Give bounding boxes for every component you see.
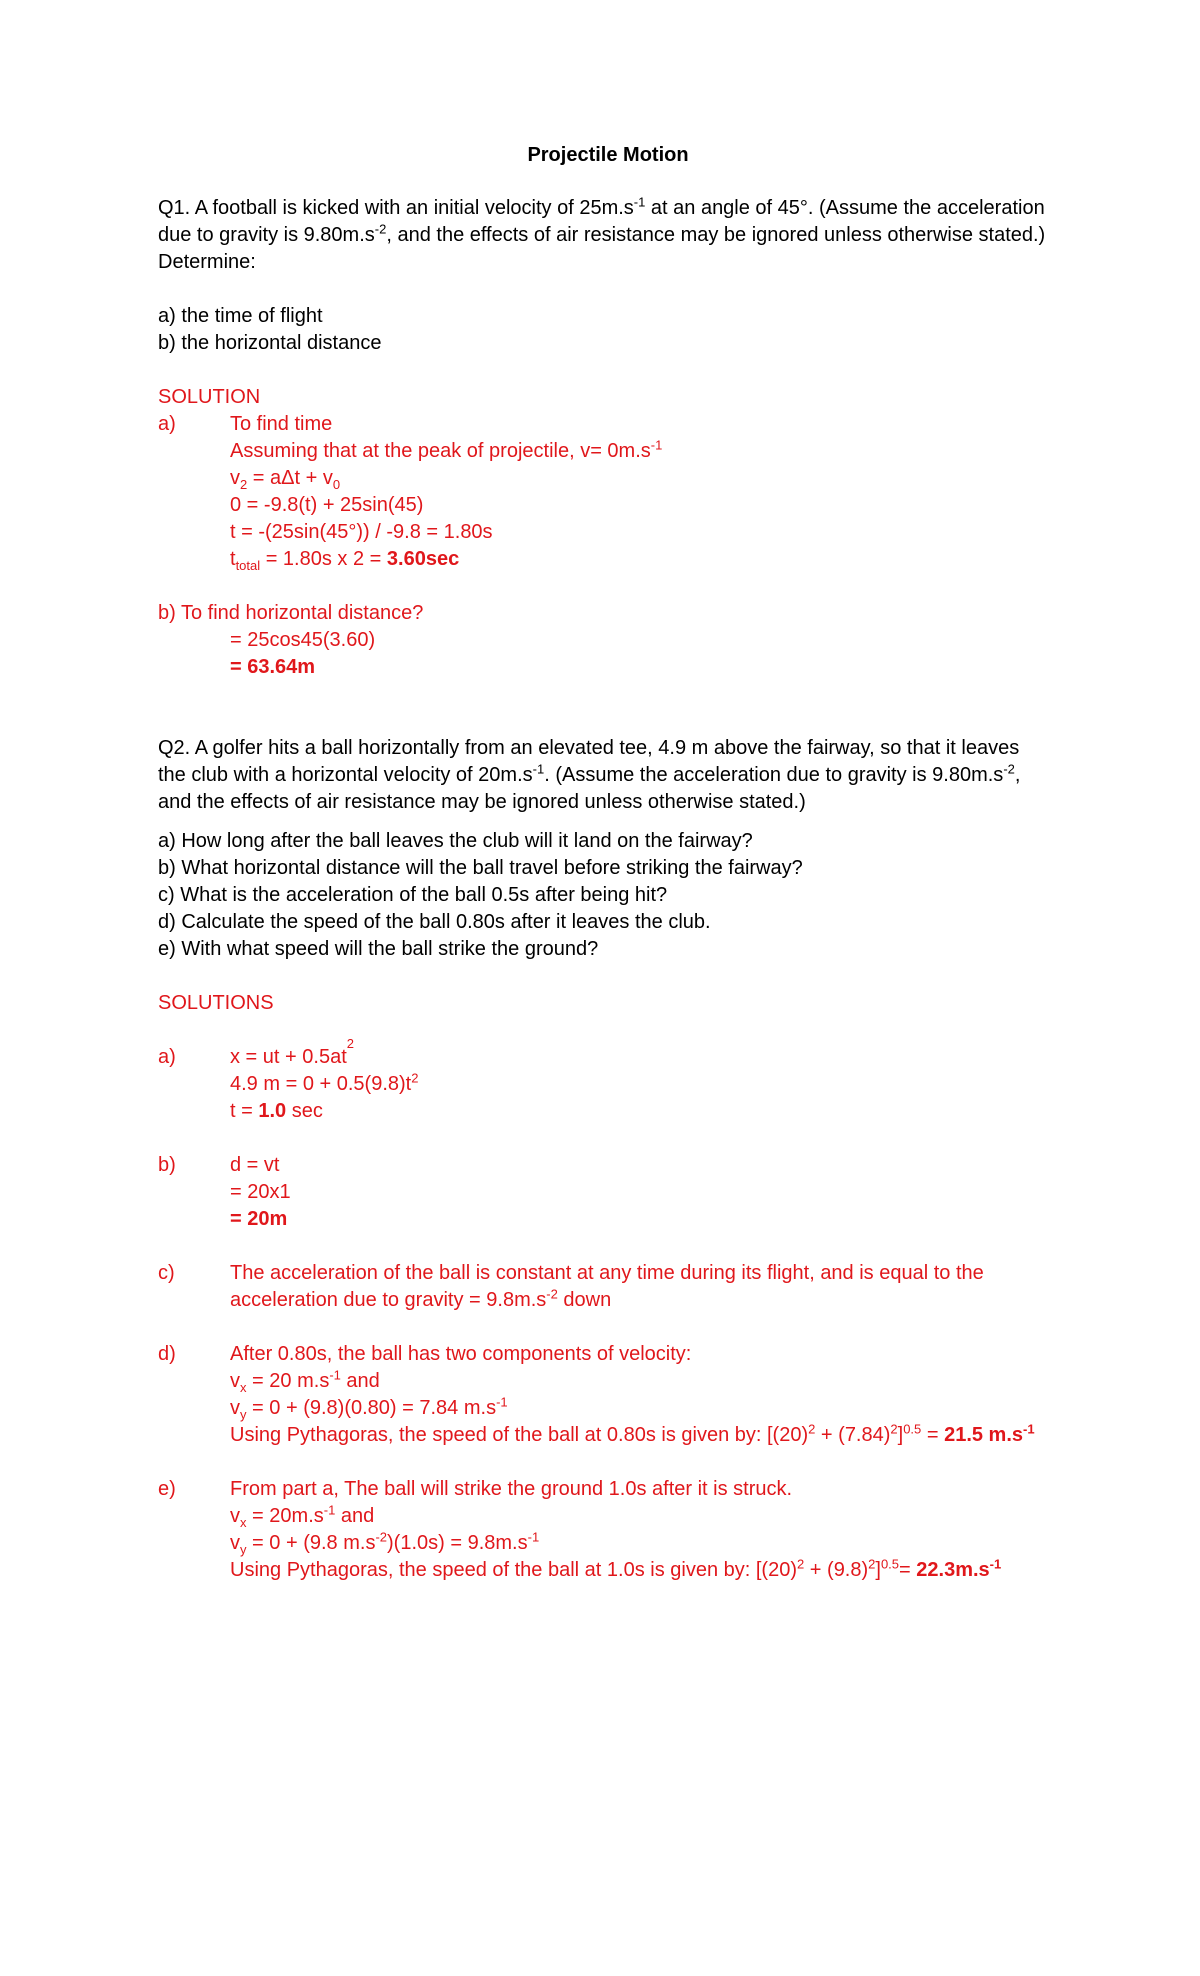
q2-part-c: c) What is the acceleration of the ball 0.5s after being hit? [158,884,668,906]
q1-line-1: Q1. A football is kicked with an initial velocity of $25m.s^{-1}$ at an angle of 45°. (Assume the acceleration [158,194,1045,219]
sol1-a-line-2: Assuming that at the peak of projectile, $v= 0m.s^{-1}$ [230,437,663,462]
q2-line-1: Q2. A golfer hits a ball horizontally from an elevated tee, 4.9 m above the fairway, so that it leaves [158,737,1020,759]
sol2-d-line-4: Using Pythagoras, the speed of the ball at 0.80s is given by: $[(20)^2 + (7.84)^2]^{0.5} = 21.5$ $m.s^{-1}$ [230,1421,1035,1446]
sol1-a-label: a) [158,413,176,435]
q1-part-a: a) the time of flight [158,305,323,327]
sol1-a-answer: 3.60sec [386,548,460,570]
document-body [158,142,1058,1584]
solution-heading: SOLUTION [158,386,261,408]
sol1-a-row: a) To find time [158,411,1058,438]
q2-part-a: a) How long after the ball leaves the club will it land on the fairway? [158,830,753,852]
sol2-e-row: e) From part a, The ball will strike the ground 1.0s after it is struck. [158,1478,793,1500]
page-title: Projectile Motion [527,144,689,166]
q2-part-d: d) Calculate the speed of the ball 0.80s after it leaves the club. [158,911,711,933]
sol1-a-line-6: $t_{total} = 1.80s$ x 2 = 3.60sec [230,548,460,573]
q1-part-b: b) the horizontal distance [158,332,382,354]
q2-line-2: the club with a horizontal velocity of $20m.s^{-1}$. (Assume the acceleration due to gravity is $9.80m.s^{-2}$, [158,761,1021,786]
sol2-b-line-2: = 20x1 [230,1181,291,1203]
sol2-b-row: b) d = vt [158,1154,280,1176]
sol1-b-answer: = 63.64m [230,656,316,678]
sol2-e-line-2: $v_x = 20m.s^{-1}$ and [230,1502,375,1530]
q2-line-3: and the effects of air resistance may be ignored unless otherwise stated.) [158,791,806,813]
sol2-a-line-2: 4.9 $m = 0 + 0.5(9.8)t^2$ [230,1070,419,1095]
sol2-d-row: d) After 0.80s, the ball has two components of velocity: [158,1343,692,1365]
sol2-a-row: a) x = ut + 0.5at 2 [158,1036,354,1068]
sol2-c-line-2: acceleration due to gravity = $9.8m.s^{-2}$ down [230,1286,612,1311]
q2-part-e: e) With what speed will the ball strike the ground? [158,938,599,960]
sol2-b-answer: = 20m [230,1208,288,1230]
q1-determine: Determine: [158,251,256,273]
sol2-e-answer: $22.3m.s^{-1}$ [916,1556,1002,1581]
sol2-d-answer: 21.5 $m.s^{-1}$ [944,1421,1035,1446]
sol2-d-line-2: $v_x = 20$ $m.s^{-1}$ and [230,1367,380,1395]
sol1-b-heading: b) To find horizontal distance? [158,602,424,624]
solutions-heading: SOLUTIONS [158,992,274,1014]
sol2-e-line-4: Using Pythagoras, the speed of the ball at 1.0s is given by: $[(20)^2 + (9.8)^2]^{0.5}= 22.3m.s^{-1}$ [230,1556,1002,1581]
q1-line-2: due to gravity is $9.80m.s^{-2}$, and the effects of air resistance may be ignored unless otherwise stated.) [158,221,1046,246]
sol1-b-line-1: = 25cos45(3.60) [230,629,376,651]
sol1-a-line-4: 0 = -9.8(t) + 25sin(45) [230,494,424,516]
sol2-a-line-3: t = 1.0 sec [230,1100,323,1122]
sol2-c-row: c) The acceleration of the ball is constant at any time during its flight, and is equal to the [158,1262,984,1284]
sol2-e-line-3: $v_y = 0 + (9.8$ $m.s^{-2})(1.0s) = 9.8m.s^{-1}$ [230,1529,540,1557]
q2-part-b: b) What horizontal distance will the ball travel before striking the fairway? [158,857,803,879]
sol1-a-line-3: $v_2 = a\Delta t + v_0$ [230,467,341,492]
sol1-a-line-5: t = -(25sin(45°)) / -9.8 = 1.80s [230,521,493,543]
sol2-d-line-3: $v_y = 0 + (9.8)(0.80) = 7.84$ $m.s^{-1}$ [230,1394,508,1422]
